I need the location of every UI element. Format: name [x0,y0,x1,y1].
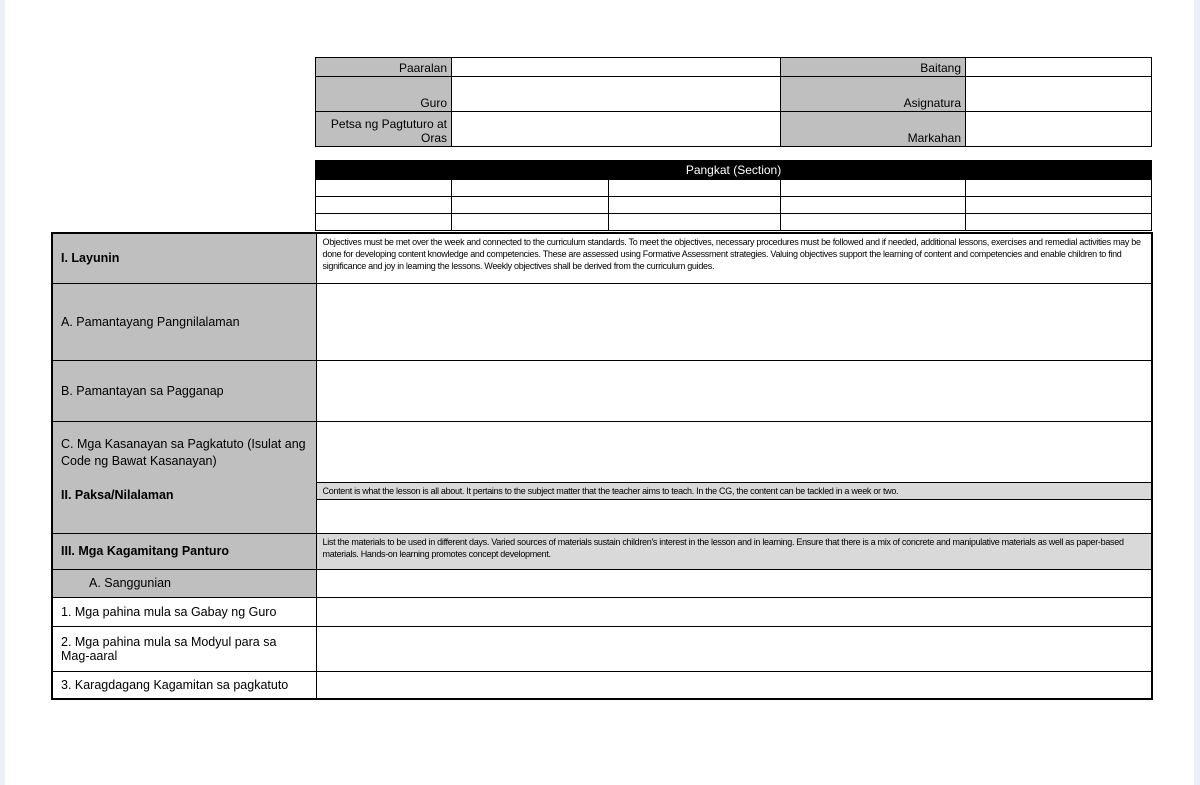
section-cell[interactable] [781,197,966,214]
pamantayan-sa-pagganap-field[interactable] [316,360,1152,421]
right-page-edge [1194,0,1200,785]
section-table [315,160,1152,231]
section-cell[interactable] [966,180,1152,197]
gabay-label: 1. Mga pahina mula sa Gabay ng Guro [52,597,316,626]
section-cell[interactable] [316,214,452,231]
section-cell[interactable] [609,197,781,214]
paksa-field[interactable] [316,499,1152,533]
kasanayan-field[interactable] [316,421,1152,482]
kasanayan-label: C. Mga Kasanayan sa Pagkatuto (Isulat ang Code ng Bawat Kasanayan) [61,436,306,468]
karagdagang-label: 3. Karagdagang Kagamitan sa pagkatuto [52,671,316,699]
section-cell[interactable] [781,180,966,197]
section-title: Pangkat (Section) [316,161,1152,180]
section-cell[interactable] [452,180,609,197]
asignatura-label: Asignatura [781,77,966,112]
kagamitan-label: III. Mga Kagamitang Panturo [52,533,316,569]
layunin-guide-text: Objectives must be met over the week and connected to the curriculum standards. To meet the objectives, necessary procedures must be followed and if needed, additional lessons, exercises and remedial activities may be done for developing content knowledge and competencies. These are assessed using Formative Assessment strategies. Valuing objectives support the learning of content and competencies and enable children to find significance and joy in learning the lessons. Weekly objectives shall be derived from the curriculum guides. [316,233,1152,283]
section-cell[interactable] [316,180,452,197]
modyul-label: 2. Mga pahina mula sa Modyul para sa Mag-aaral [52,626,316,671]
sanggunian-label: A. Sanggunian [52,569,316,597]
karagdagang-field[interactable] [316,671,1152,699]
gabay-field[interactable] [316,597,1152,626]
section-cell[interactable] [609,214,781,231]
pamantayang-pangnilalaman-label: A. Pamantayang Pangnilalaman [52,283,316,360]
baitang-field[interactable] [966,58,1152,77]
markahan-label: Markahan [781,112,966,147]
markahan-field[interactable] [966,112,1152,147]
pamantayang-pangnilalaman-field[interactable] [316,283,1152,360]
guro-field[interactable] [452,77,781,112]
paaralan-label: Paaralan [316,58,452,77]
modyul-field[interactable] [316,626,1152,671]
section-cell[interactable] [966,214,1152,231]
sanggunian-field[interactable] [316,569,1152,597]
section-cell[interactable] [966,197,1152,214]
kagamitan-guide-text: List the materials to be used in different days. Varied sources of materials sustain children's interest in the lesson and in learning. Ensure that there is a mix of concrete and manipulative materials as well as paper-based materials. Hands-on learning promotes concept development. [316,533,1152,569]
paaralan-field[interactable] [452,58,781,77]
guro-label: Guro [316,77,452,112]
petsa-field[interactable] [452,112,781,147]
layunin-label: I. Layunin [52,233,316,283]
paksa-guide-text: Content is what the lesson is all about. It pertains to the subject matter that the teacher aims to teach. In the CG, the content can be tackled in a week or two. [316,482,1152,499]
kasanayan-paksa-label-cell [52,421,316,533]
header-info-table [315,57,1152,147]
section-cell[interactable] [452,214,609,231]
section-cell[interactable] [452,197,609,214]
asignatura-field[interactable] [966,77,1152,112]
left-page-edge [0,0,5,785]
pamantayan-sa-pagganap-label: B. Pamantayan sa Pagganap [52,360,316,421]
baitang-label: Baitang [781,58,966,77]
paksa-label: II. Paksa/Nilalaman [61,487,174,502]
petsa-label: Petsa ng Pagtuturo at Oras [316,112,452,147]
lesson-plan-table [51,232,1153,700]
section-cell[interactable] [781,214,966,231]
section-cell[interactable] [609,180,781,197]
section-cell[interactable] [316,197,452,214]
